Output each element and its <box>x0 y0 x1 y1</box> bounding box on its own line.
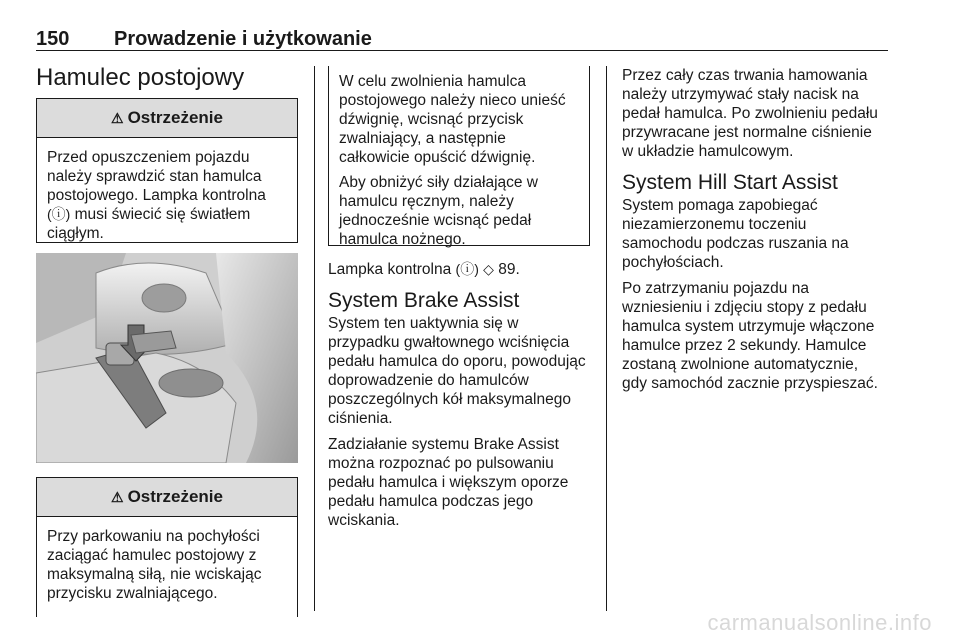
text-line: samochodu podczas ruszania na <box>622 235 849 252</box>
warning-line: zaciągać hamulec postojowy z <box>47 547 257 564</box>
text-line: gdy samochód zacznie przyspieszać. <box>622 375 878 392</box>
warning-label: Ostrzeżenie <box>127 487 223 506</box>
brake-lamp-icon: (ⓘ) <box>47 206 71 222</box>
warning-text <box>37 138 297 243</box>
lamp-ref-text: Lampka kontrolna <box>328 261 452 278</box>
text-line: pochyłościach. <box>622 254 724 271</box>
text-line: hamulcu ręcznym, należy <box>339 193 514 210</box>
warning-box-1 <box>36 98 298 243</box>
brake-lamp-icon: (ⓘ) <box>455 261 479 277</box>
warning-triangle-icon: ⚠ <box>111 488 124 505</box>
warning-line: należy sprawdzić stan hamulca <box>47 168 262 185</box>
text-line: Po zatrzymaniu pojazdu na <box>622 280 809 297</box>
warning-line: ciągłym. <box>47 225 104 242</box>
text-line: zostaną zwolnione automatycznie, <box>622 356 859 373</box>
text-line: W celu zwolnienia hamulca <box>339 73 526 90</box>
text-line: Przez cały czas trwania hamowania <box>622 67 868 84</box>
warning-line: maksymalną siłą, nie wciskając <box>47 566 262 583</box>
right-column-text <box>622 66 892 400</box>
watermark: carmanualsonline.info <box>707 610 932 635</box>
warning-triangle-icon: ⚠ <box>111 109 124 126</box>
column-divider <box>606 66 607 611</box>
lamp-ref-page: 89. <box>498 261 520 278</box>
brake-assist-title: System Brake Assist <box>328 289 520 312</box>
text-line: System pomaga zapobiegać <box>622 197 818 214</box>
parking-brake-illustration <box>36 253 298 463</box>
warning-line: przycisku zwalniającego. <box>47 585 218 602</box>
warning-text <box>37 517 297 603</box>
text-line: dźwignię, wcisnąć przycisk <box>339 111 524 128</box>
warning-line: musi świecić się światłem <box>74 206 251 223</box>
warning-box-2 <box>36 477 298 617</box>
column-divider <box>314 66 315 611</box>
warning-line: Przy parkowaniu na pochyłości <box>47 528 260 545</box>
text-line: pedału hamulca i większym oporze <box>328 474 569 491</box>
text-line: przypadku gwałtownego wciśnięcia <box>328 334 570 351</box>
text-line: hamulca nożnego. <box>339 231 466 248</box>
text-line: w układzie hamulcowym. <box>622 143 794 160</box>
text-line: pedał hamulca. Po zwolnieniu pedału <box>622 105 878 122</box>
text-line: hamulca system utrzymuje włączone <box>622 318 875 335</box>
text-line: pedału hamulca podczas jego <box>328 493 534 510</box>
text-line: całkowicie opuścić dźwignię. <box>339 149 536 166</box>
text-line: doprowadzenie do hamulców <box>328 372 529 389</box>
warning-label: Ostrzeżenie <box>127 108 223 127</box>
text-line: postojowego należy nieco unieść <box>339 92 566 109</box>
text-line: niezamierzonemu toczeniu <box>622 216 807 233</box>
page-reference-icon: ◇ <box>483 261 494 277</box>
text-line: ciśnienia. <box>328 410 393 427</box>
text-line: System ten uaktywnia się w <box>328 315 519 332</box>
middle-column-text <box>328 260 598 537</box>
text-line: hamulce przez 2 sekundy. Hamulce <box>622 337 867 354</box>
continuation-text <box>329 66 589 249</box>
text-line: zwalniający, a następnie <box>339 130 506 147</box>
warning-header <box>37 478 297 517</box>
text-line: wciskania. <box>328 512 400 529</box>
page-header <box>36 28 888 51</box>
text-line: Aby obniżyć siły działające w <box>339 174 539 191</box>
page-number: 150 <box>36 28 70 50</box>
text-line: wzniesieniu i zdjęciu stopy z pedału <box>622 299 867 316</box>
continuation-box <box>328 66 590 246</box>
warning-line: postojowego. Lampka kontrolna <box>47 187 266 204</box>
warning-line: Przed opuszczeniem pojazdu <box>47 149 250 166</box>
text-line: można rozpoznać po pulsowaniu <box>328 455 554 472</box>
hill-start-title: System Hill Start Assist <box>622 171 838 194</box>
text-line: jednocześnie wcisnąć pedał <box>339 212 532 229</box>
section-title: Hamulec postojowy <box>36 64 245 91</box>
text-line: należy utrzymywać stały nacisk na <box>622 86 859 103</box>
warning-header <box>37 99 297 138</box>
text-line: poszczególnych kół maksymalnego <box>328 391 571 408</box>
chapter-title: Prowadzenie i użytkowanie <box>114 28 372 50</box>
text-line: przywracane jest normalne ciśnienie <box>622 124 872 141</box>
text-line: pedału hamulca do oporu, powodując <box>328 353 586 370</box>
text-line: Zadziałanie systemu Brake Assist <box>328 436 559 453</box>
